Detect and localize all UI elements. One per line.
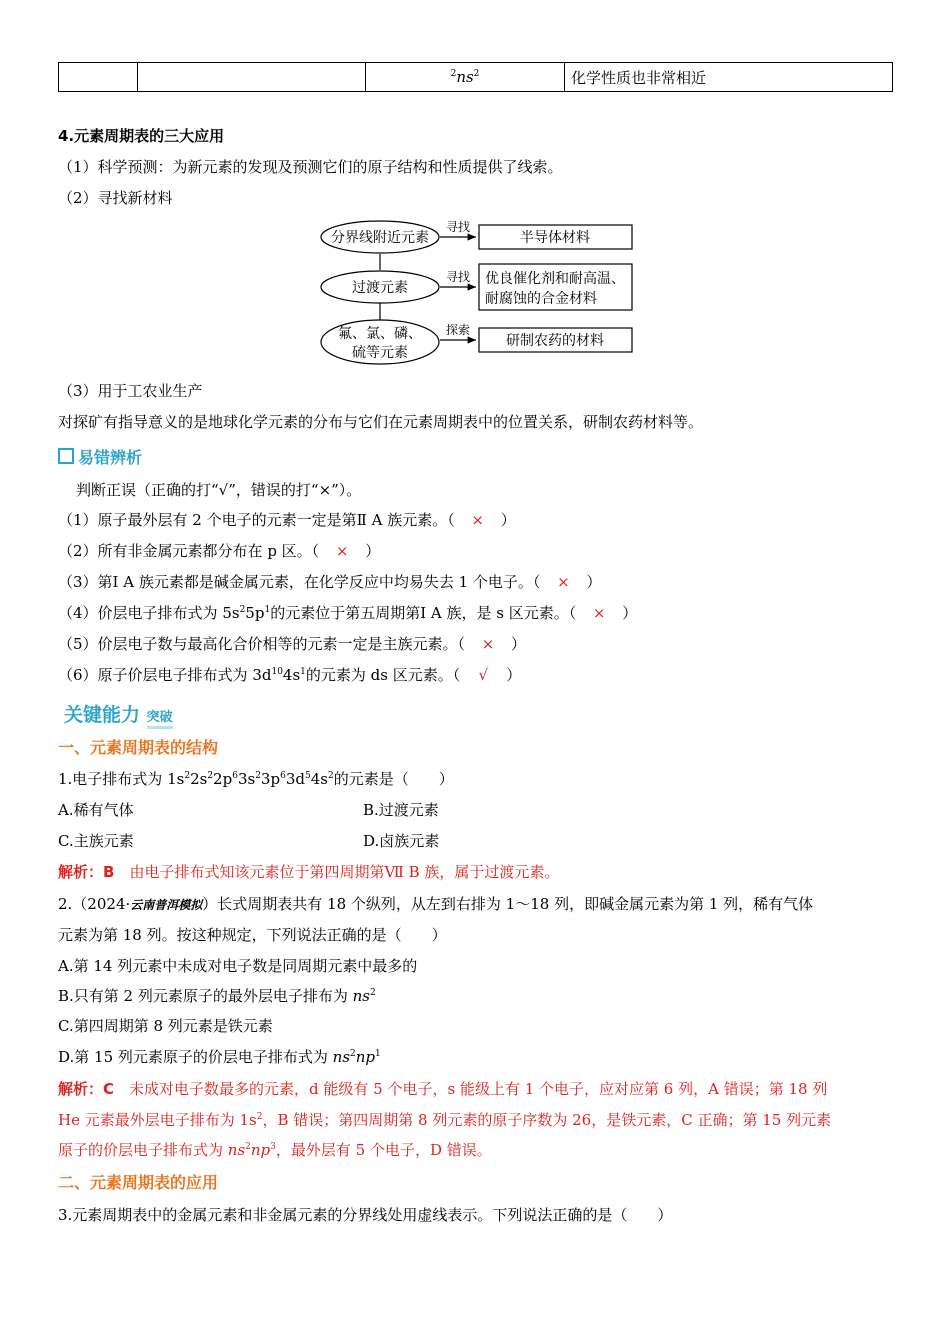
section-heading: 二、元素周期表的应用: [58, 1173, 219, 1192]
option: D.卤族元素: [363, 832, 440, 850]
judgement-item: （2）所有非金属元素都分布在 p 区。（ × ）: [58, 542, 381, 560]
option: D.第 15 列元素原子的价层电子排布式为 $ns^2np^1$: [58, 1048, 381, 1066]
materials-diagram: [318, 216, 638, 368]
answer-mark: ×: [471, 511, 484, 529]
option: C.主族元素: [58, 832, 134, 850]
answer-mark: ×: [557, 573, 570, 591]
key-ability-title: [64, 700, 173, 727]
superscript: 2: [473, 69, 480, 79]
option: B.只有第 2 列元素原子的最外层电子排布为 $ns^2$: [58, 987, 376, 1005]
section-heading: 一、元素周期表的结构: [58, 738, 219, 757]
judgement-item: （4）价层电子排布式为 $5s^25p^1$的元素位于第五周期第Ⅰ A 族，是 s 区元素。（ × ）: [58, 604, 638, 622]
formula-var: ns: [456, 68, 474, 86]
continuation-table: [58, 62, 893, 92]
arrow-label: 探索: [445, 323, 471, 337]
question-1: 1.电子排布式为 $1s^22s^22p^63s^23p^63d^54s^2$的元素是（ ）: [58, 770, 454, 788]
result-label: 研制农药的材料: [506, 333, 604, 349]
question-3: 3.元素周期表中的金属元素和非金属元素的分界线处用虚线表示。下列说法正确的是（ ）: [58, 1206, 673, 1224]
result-label: 耐腐蚀的合金材料: [485, 291, 597, 307]
table-row: [59, 63, 893, 92]
arrow-label: 寻找: [445, 270, 471, 284]
paragraph: （3）用于工农业生产: [58, 382, 203, 400]
paragraph: 对探矿有指导意义的是地球化学元素的分布与它们在元素周期表中的位置关系，研制农药材料等。: [58, 413, 704, 431]
result-label: 优良催化剂和耐高温、: [485, 271, 625, 287]
question-2-cont: 元素为第 18 列。按这种规定，下列说法正确的是（ ）: [58, 926, 447, 944]
answer-mark: ×: [335, 542, 349, 560]
answer-explanation: 解析：C 未成对电子数最多的元素，d 能级有 5 个电子，s 能级上有 1 个电子，应对应第 6 列，A 错误；第 18 列: [58, 1080, 828, 1098]
result-label: 半导体材料: [520, 230, 590, 246]
option: C.第四周期第 8 列元素是铁元素: [58, 1017, 273, 1035]
node-label: 硫等元素: [352, 345, 408, 361]
answer-explanation-cont: He 元素最外层电子排布为 $1s^2$，B 错误；第四周期第 8 列元素的原子序数为 26，是铁元素，C 正确；第 15 列元素: [58, 1111, 832, 1129]
answer-mark: √: [478, 666, 489, 684]
option: B.过渡元素: [363, 801, 439, 819]
judgement-item: （1）原子最外层有 2 个电子的元素一定是第Ⅱ A 族元素。（ × ）: [58, 511, 516, 529]
subheading: 4.元素周期表的三大应用: [58, 127, 225, 145]
superscript: 2: [450, 69, 457, 79]
judgement-item: （6）原子价层电子排布式为 $3d^{10}4s^1$的元素为 ds 区元素。（ √ ）: [58, 666, 522, 684]
table-cell: [59, 63, 138, 92]
title-badge: 突破: [147, 710, 173, 729]
judgement-item: （5）价层电子数与最高化合价相等的元素一定是主族元素。（ × ）: [58, 635, 527, 653]
option: A.稀有气体: [58, 801, 134, 819]
arrow-label: 寻找: [445, 220, 471, 234]
table-cell: [138, 63, 366, 92]
option: A.第 14 列元素中未成对电子数是同周期元素中最多的: [58, 957, 418, 975]
title-text: 关键能力: [64, 704, 141, 726]
paragraph: （2）寻找新材料: [58, 189, 173, 207]
answer-mark: ×: [592, 604, 606, 622]
paragraph: （1）科学预测：为新元素的发现及预测它们的原子结构和性质提供了线索。: [58, 158, 563, 176]
error-analysis-heading: [58, 448, 142, 468]
instruction: 判断正误（正确的打“√”，错误的打“×”）。: [76, 481, 362, 499]
table-cell: 化学性质也非常相近: [565, 63, 893, 92]
node-label: 过渡元素: [352, 280, 408, 296]
answer-explanation-cont: 原子的价层电子排布式为 $ns^2np^3$，最外层有 5 个电子，D 错误。: [58, 1141, 492, 1159]
answer-mark: ×: [481, 635, 495, 653]
section-label: 易错辨析: [78, 448, 143, 467]
node-label: 分界线附近元素: [331, 230, 429, 246]
question-2: 2.（2024·云南普洱模拟）长式周期表共有 18 个纵列，从左到右排为 1～18 列，即碱金属元素为第 1 列，稀有气体: [58, 895, 814, 913]
answer-explanation: 解析：B 由电子排布式知该元素位于第四周期第Ⅶ B 族，属于过渡元素。: [58, 863, 560, 881]
node-label: 氟、氯、磷、: [338, 326, 422, 342]
checkbox-icon: [58, 448, 74, 464]
table-cell: [366, 63, 565, 92]
judgement-item: （3）第Ⅰ A 族元素都是碱金属元素，在化学反应中均易失去 1 个电子。（ × ）: [58, 573, 602, 591]
